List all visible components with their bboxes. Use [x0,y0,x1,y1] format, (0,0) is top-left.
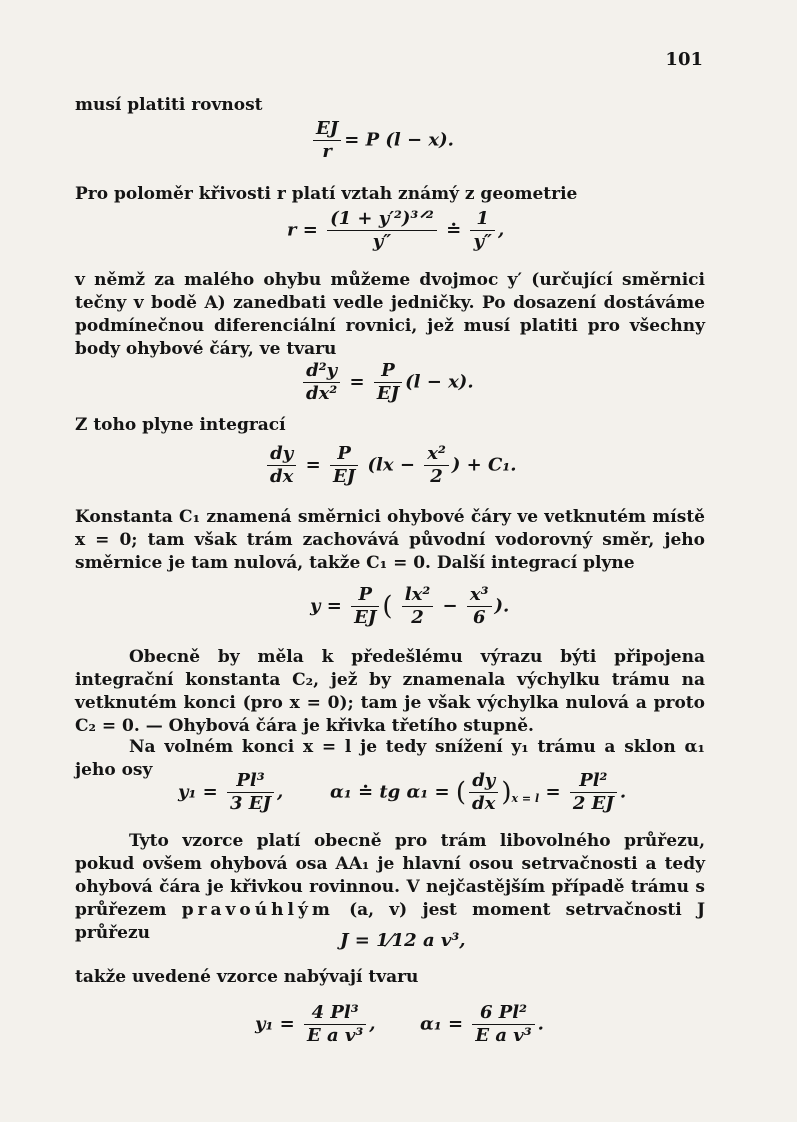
equation-end-slope: α₁ ≐ tg α₁ = ( $\frac{dy}{dx}$ )$_{x = l}$ = $\frac{\text{Pl²}}{2 EJ}$ . [330,770,627,814]
paragraph-1: musí platiti rovnost [75,95,263,115]
paragraph-6: Obecně by měla k předešlému výrazu býti připojena integrační konstanta C₂, jež by znamenala výchylku trámu na vetknutém konci (pro x = 0); tam je však výchylka nulová a proto C₂ = 0. — Ohybová čára je křivka třetího stupně. [75,647,705,736]
equation-final-deflection: y₁ = $\frac{\text{4 Pl³}}{\text{E a v³}}$ , [255,1002,376,1046]
paragraph-8: Tyto vzorce platí obecně pro trám libovolného průřezu, pokud ovšem ohybová osa AA₁ je hlavní osou setrvačnosti a tedy ohybová čára je křivkou rovinnou. V nejčastějším případě trámu s průřezem pravoúhlým (a, v) jest moment setrvačnosti J průřezu [75,831,705,943]
equation-inertia: J = 1⁄12 a v³, [340,930,466,951]
paragraph-9: takže uvedené vzorce nabývají tvaru [75,967,419,987]
paragraph-4: Z toho plyne integrací [75,415,286,435]
equation-moment: $\frac{EJ}{r}$ = P (l − x). [310,118,454,163]
fraction: $\frac{EJ}{r}$ [313,118,341,163]
equation-curvature: r = $\frac{\text{(1 + y′²)³ᐟ²}}{y''}$ ≐ $\frac{1}{y''}$ , [287,208,505,252]
equation-end-deflection: y₁ = $\frac{\text{Pl³}}{3 EJ}$ , [178,770,284,814]
paragraph-2: Pro poloměr křivosti r platí vztah známý z geometrie [75,184,578,204]
spaced-emphasis: pravoúhlým [181,900,334,920]
equation-deflection: y = $\frac{P}{EJ}$ ( $\frac{\text{lx²}}{2}$ − $\frac{\text{x³}}{6}$ ). [310,584,510,628]
equation-slope: $\frac{dy}{dx}$ = $\frac{P}{EJ}$ (lx − $\frac{\text{x²}}{2}$ ) + C₁. [264,443,516,488]
paragraph-3: v němž za malého ohybu můžeme dvojmoc y′ (určující směrnici tečny v bodě A) zanedbati vedle jedničky. Po dosazení dostáváme podmínečnou diferenciální rovnici, jež musí platiti pro všechny body ohybové čáry, ve tvaru [75,270,705,359]
paragraph-5: Konstanta C₁ znamená směrnici ohybové čáry ve vetknutém místě x = 0; tam však trám zachovává původní vodorovný směr, jeho směrnice je tam nulová, takže C₁ = 0. Další integrací plyne [75,507,705,573]
equation-final-slope: α₁ = $\frac{\text{6 Pl²}}{\text{E a v³}}$ . [420,1002,544,1046]
paragraph-7: Na volném konci x = l je tedy snížení y₁ trámu a sklon α₁ jeho osy [75,737,705,780]
equation-differential: $\frac{\text{d²y}}{\text{dx²}}$ = $\frac{P}{EJ}$ (l − x). [300,360,474,405]
page-number: 101 [665,49,703,70]
